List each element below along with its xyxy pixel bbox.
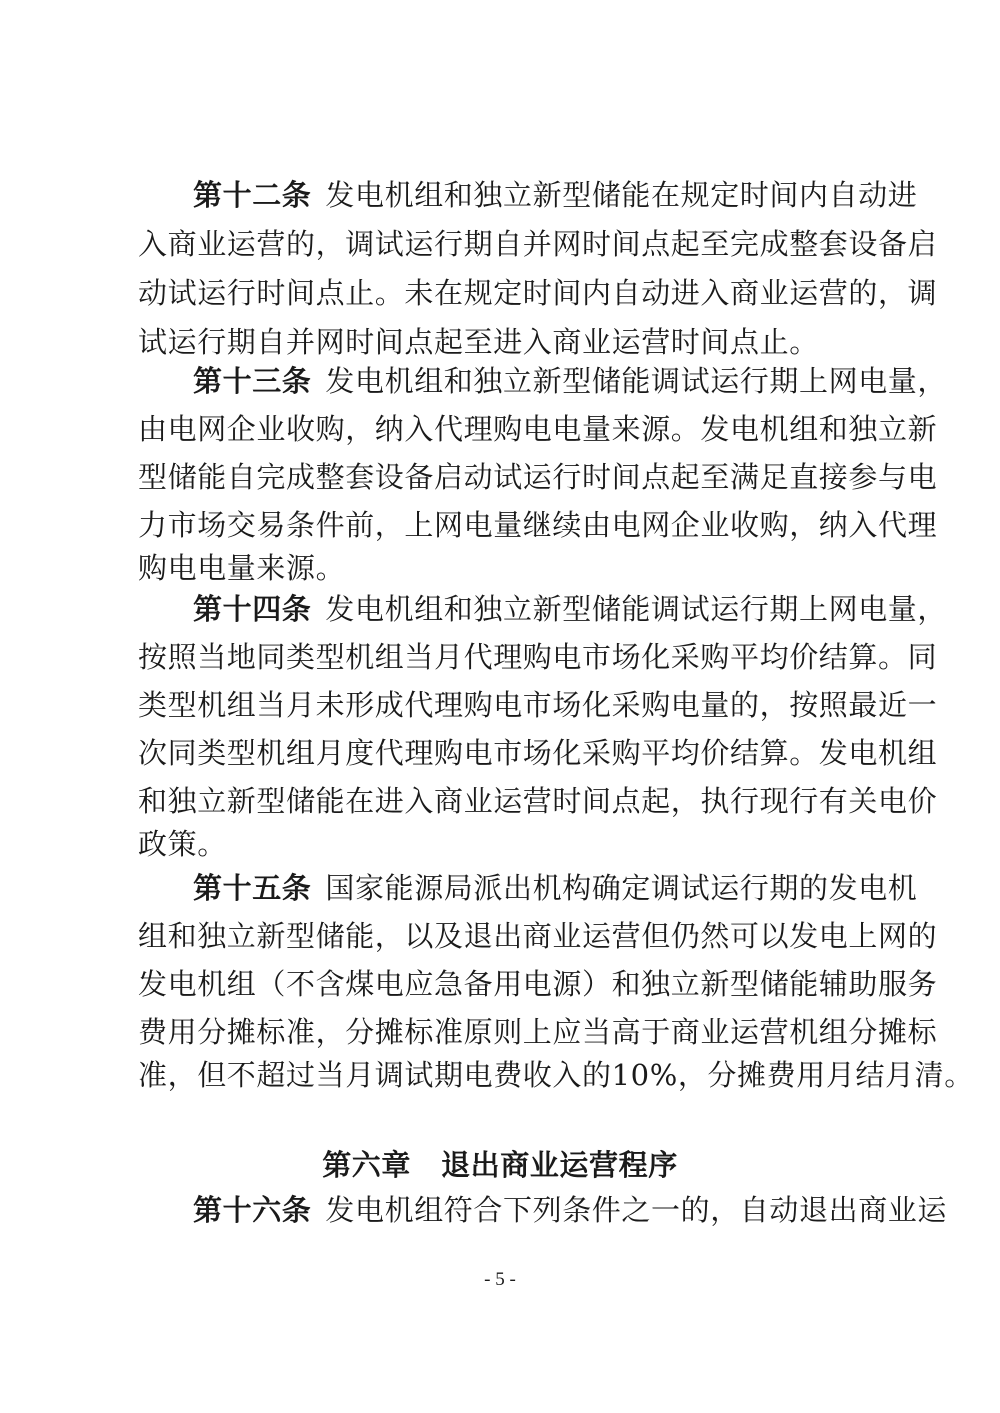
article-16-line-1: 第十六条 发电机组符合下列条件之一的，自动退出商业运 — [193, 1193, 948, 1227]
article-15-line-3: 发电机组（不含煤电应急备用电源）和独立新型储能辅助服务 — [138, 967, 938, 1001]
article-15-line-1: 第十五条 国家能源局派出机构确定调试运行期的发电机 — [193, 871, 918, 905]
article-12-line-4: 试运行期自并网时间点起至进入商业运营时间点止。 — [138, 325, 819, 359]
article-14-line-6: 政策。 — [138, 827, 227, 861]
article-13-line-2: 由电网企业收购，纳入代理购电电量来源。发电机组和独立新 — [138, 412, 938, 446]
article-13-line-4: 力市场交易条件前，上网电量继续由电网企业收购，纳入代理 — [138, 508, 938, 542]
article-12-line-3: 动试运行时间点止。未在规定时间内自动进入商业运营的，调 — [138, 276, 938, 310]
article-15-line-2: 组和独立新型储能，以及退出商业运营但仍然可以发电上网的 — [138, 919, 938, 953]
article-13-line-5: 购电电量来源。 — [138, 551, 346, 585]
chapter-heading — [0, 1145, 1000, 1185]
article-15-line-5: 准，但不超过当月调试期电费收入的10%，分摊费用月结月清。 — [138, 1058, 974, 1092]
article-14-line-3: 类型机组当月未形成代理购电市场化采购电量的，按照最近一 — [138, 688, 938, 722]
chapter-number: 第六章 — [322, 1148, 411, 1182]
article-13-label: 第十三条 — [193, 364, 312, 398]
article-16-label: 第十六条 — [193, 1193, 312, 1227]
article-12-line-2: 入商业运营的，调试运行期自并网时间点起至完成整套设备启 — [138, 227, 938, 261]
article-14-line-4: 次同类型机组月度代理购电市场化采购平均价结算。发电机组 — [138, 736, 938, 770]
article-14-line-2: 按照当地同类型机组当月代理购电市场化采购平均价结算。同 — [138, 640, 938, 674]
article-15-label: 第十五条 — [193, 871, 312, 905]
article-12-label: 第十二条 — [193, 178, 312, 212]
article-13-line-1: 第十三条 发电机组和独立新型储能调试运行期上网电量， — [193, 364, 948, 398]
article-14-line-1: 第十四条 发电机组和独立新型储能调试运行期上网电量， — [193, 592, 948, 626]
article-15-line-4: 费用分摊标准，分摊标准原则上应当高于商业运营机组分摊标 — [138, 1015, 938, 1049]
article-13-line-3: 型储能自完成整套设备启动试运行时间点起至满足直接参与电 — [138, 460, 938, 494]
article-14-label: 第十四条 — [193, 592, 312, 626]
article-12-line-1: 第十二条 发电机组和独立新型储能在规定时间内自动进 — [193, 178, 918, 212]
article-14-line-5: 和独立新型储能在进入商业运营时间点起，执行现行有关电价 — [138, 784, 938, 818]
page-number: - 5 - — [484, 1269, 516, 1290]
chapter-title: 退出商业运营程序 — [441, 1148, 678, 1182]
